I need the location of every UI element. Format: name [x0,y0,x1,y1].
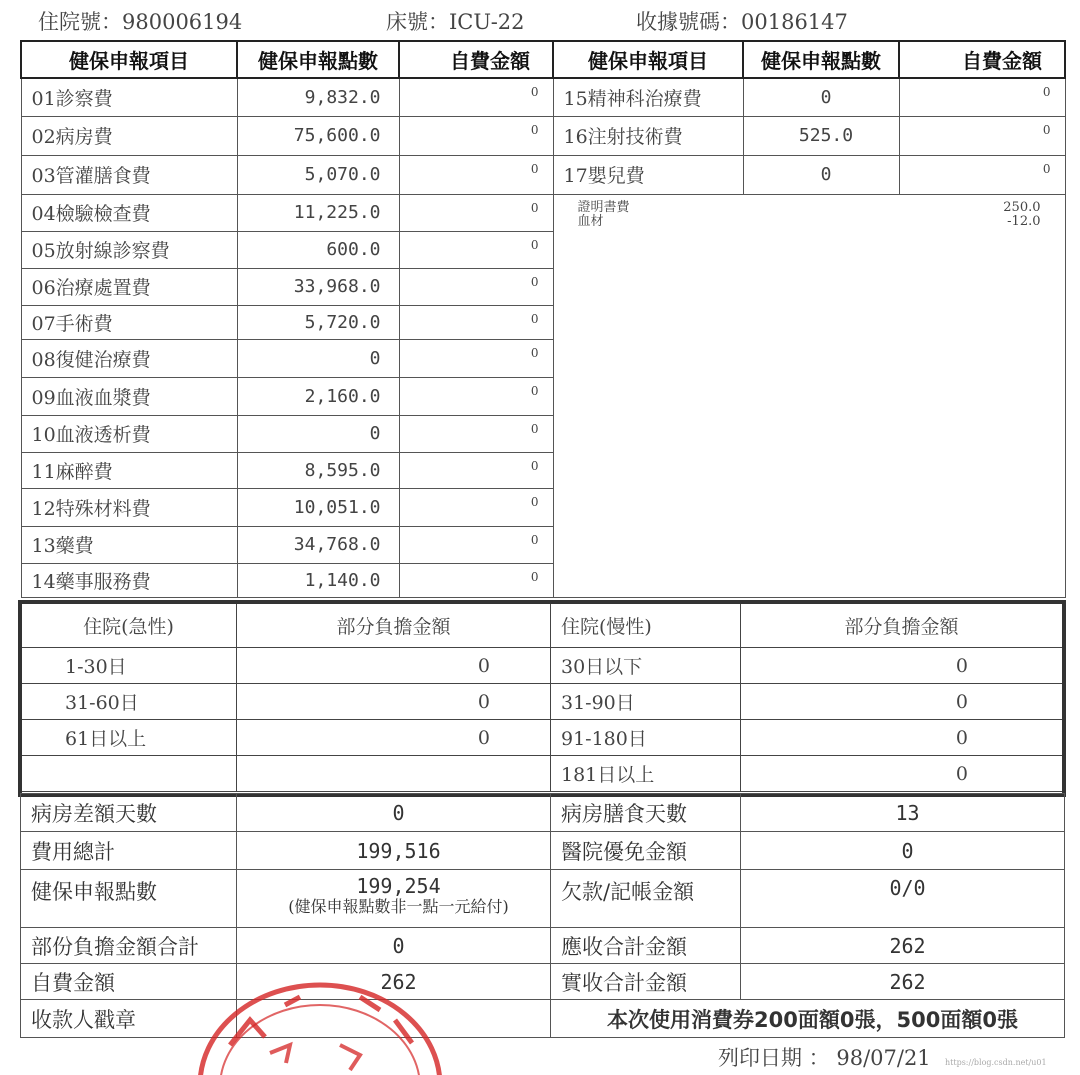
fee-item-name: 11麻醉費 [21,452,237,488]
copay-row [21,720,1063,756]
fee-item-self-pay: 0 [399,194,553,231]
fee-item-points: 0 [743,78,899,116]
extra-item-name: 血材 [577,213,604,229]
copay-chronic-range: 31-90日 [551,684,741,720]
copay-acute-amount: 0 [237,684,551,720]
extra-items-cell [553,194,1065,597]
fee-item-name: 07手術費 [21,305,237,339]
copay-chronic-amount: 0 [741,684,1063,720]
fee-item-points: 75,600.0 [237,116,399,155]
copay-chronic-range: 91-180日 [551,720,741,756]
fee-item-name: 10血液透析費 [21,415,237,452]
fee-item-points: 8,595.0 [237,452,399,488]
fee-item-self-pay: 0 [899,78,1065,116]
fee-item-self-pay: 0 [399,268,553,305]
fee-item-points: 9,832.0 [237,78,399,116]
fee-item-points: 10,051.0 [237,488,399,526]
payable-value: 262 [741,928,1065,964]
bed-number: 床號：ICU-22 [386,10,525,34]
col-points-right: 健保申報點數 [743,41,899,78]
copay-row [21,648,1063,684]
col-self-right: 自費金額 [899,41,1065,78]
receipt-number: 收據號碼：00186147 [636,10,848,34]
fee-item-name: 09血液血漿費 [21,377,237,415]
fee-item-points: 1,140.0 [237,563,399,597]
cashier-stamp-label: 收款人戳章 [21,1000,237,1038]
discount-label: 醫院優免金額 [551,832,741,870]
copay-total-value: 0 [237,928,551,964]
fee-item-name: 04檢驗檢查費 [21,194,237,231]
meal-days-value: 13 [741,794,1065,832]
meal-days-label: 病房膳食天數 [551,794,741,832]
payable-label: 應收合計金額 [551,928,741,964]
fee-item-name: 02病房費 [21,116,237,155]
fee-item-name: 15精神科治療費 [553,78,743,116]
fee-item-self-pay: 0 [399,526,553,563]
extra-item-amount: 250.0 [1003,199,1041,215]
col-item-right: 健保申報項目 [553,41,743,78]
copay-row [21,756,1063,792]
fee-item-name: 05放射線診察費 [21,231,237,268]
extra-item [578,215,1041,229]
fee-row [21,155,1065,194]
self-pay-value: 262 [237,964,551,1000]
copay-acute-amount [237,756,551,792]
copay-table [20,602,1063,792]
copay-acute-amount: 0 [237,648,551,684]
fee-item-self-pay: 0 [399,116,553,155]
fee-item-self-pay: 0 [399,415,553,452]
acute-amount-header: 部分負擔金額 [237,603,551,648]
nhi-points-label: 健保申報點數 [21,870,237,928]
total-value: 199,516 [237,832,551,870]
nhi-points-cell [237,870,551,928]
fee-item-self-pay: 0 [399,339,553,377]
fee-item-name: 08復健治療費 [21,339,237,377]
copay-acute-range: 61日以上 [21,720,237,756]
voucher-note: 本次使用消費券200面額0張，500面額0張 [551,1000,1065,1038]
fee-item-self-pay: 0 [399,452,553,488]
fee-row [21,78,1065,116]
summary-table [20,793,1065,1038]
fee-item-self-pay: 0 [399,155,553,194]
nhi-points-value: 199,254 [356,874,441,898]
fee-item-points: 525.0 [743,116,899,155]
fee-item-points: 5,070.0 [237,155,399,194]
chronic-header: 住院(慢性) [551,603,741,648]
fee-item-self-pay: 0 [399,305,553,339]
fee-item-points: 0 [743,155,899,194]
copay-chronic-range: 30日以下 [551,648,741,684]
fee-item-name: 16注射技術費 [553,116,743,155]
fee-item-points: 0 [237,339,399,377]
fee-item-name: 14藥事服務費 [21,563,237,597]
col-item-left: 健保申報項目 [21,41,237,78]
copay-chronic-range: 181日以上 [551,756,741,792]
fee-row [21,194,1065,231]
debt-label: 欠款/記帳金額 [551,870,741,928]
copay-total-label: 部份負擔金額合計 [21,928,237,964]
discount-value: 0 [741,832,1065,870]
fee-items-table [20,40,1066,598]
fee-item-self-pay: 0 [399,78,553,116]
extra-item-amount: -12.0 [1007,213,1041,229]
copay-chronic-amount: 0 [741,756,1063,792]
copay-acute-range [21,756,237,792]
fee-item-points: 0 [237,415,399,452]
extra-item [578,201,1041,215]
copay-chronic-amount: 0 [741,720,1063,756]
self-pay-label: 自費金額 [21,964,237,1000]
fee-item-name: 03管灌膳食費 [21,155,237,194]
fee-item-points: 34,768.0 [237,526,399,563]
fee-item-points: 33,968.0 [237,268,399,305]
col-self-left: 自費金額 [399,41,553,78]
admission-number: 住院號：980006194 [38,10,243,34]
extra-item-name: 證明書費 [577,199,630,215]
copay-chronic-amount: 0 [741,648,1063,684]
fee-item-points: 11,225.0 [237,194,399,231]
fee-item-name: 06治療處置費 [21,268,237,305]
copay-acute-range: 1-30日 [21,648,237,684]
room-diff-days-value: 0 [237,794,551,832]
fee-item-points: 2,160.0 [237,377,399,415]
debt-value: 0/0 [741,870,1065,928]
col-points-left: 健保申報點數 [237,41,399,78]
copay-acute-range: 31-60日 [21,684,237,720]
room-diff-days-label: 病房差額天數 [21,794,237,832]
fee-item-points: 600.0 [237,231,399,268]
fee-item-name: 17嬰兒費 [553,155,743,194]
fee-item-self-pay: 0 [399,563,553,597]
print-date: 列印日期 ： 98/07/21 [718,1046,931,1070]
fee-item-self-pay: 0 [399,488,553,526]
fee-item-name: 13藥費 [21,526,237,563]
copay-row [21,684,1063,720]
copay-acute-amount: 0 [237,720,551,756]
received-value: 262 [741,964,1065,1000]
fee-item-name: 01診察費 [21,78,237,116]
hospital-seal-icon [190,975,450,1075]
fee-item-self-pay: 0 [399,231,553,268]
acute-header: 住院(急性) [21,603,237,648]
fee-item-points: 5,720.0 [237,305,399,339]
nhi-points-note: (健保申報點數非一點一元給付) [288,897,509,916]
watermark: https://blog.csdn.net/u01 [945,1058,1047,1067]
fee-row [21,116,1065,155]
fee-item-name: 12特殊材料費 [21,488,237,526]
fee-item-self-pay: 0 [399,377,553,415]
total-label: 費用總計 [21,832,237,870]
fee-item-self-pay: 0 [899,116,1065,155]
received-label: 實收合計金額 [551,964,741,1000]
fee-item-self-pay: 0 [899,155,1065,194]
chronic-amount-header: 部分負擔金額 [741,603,1063,648]
